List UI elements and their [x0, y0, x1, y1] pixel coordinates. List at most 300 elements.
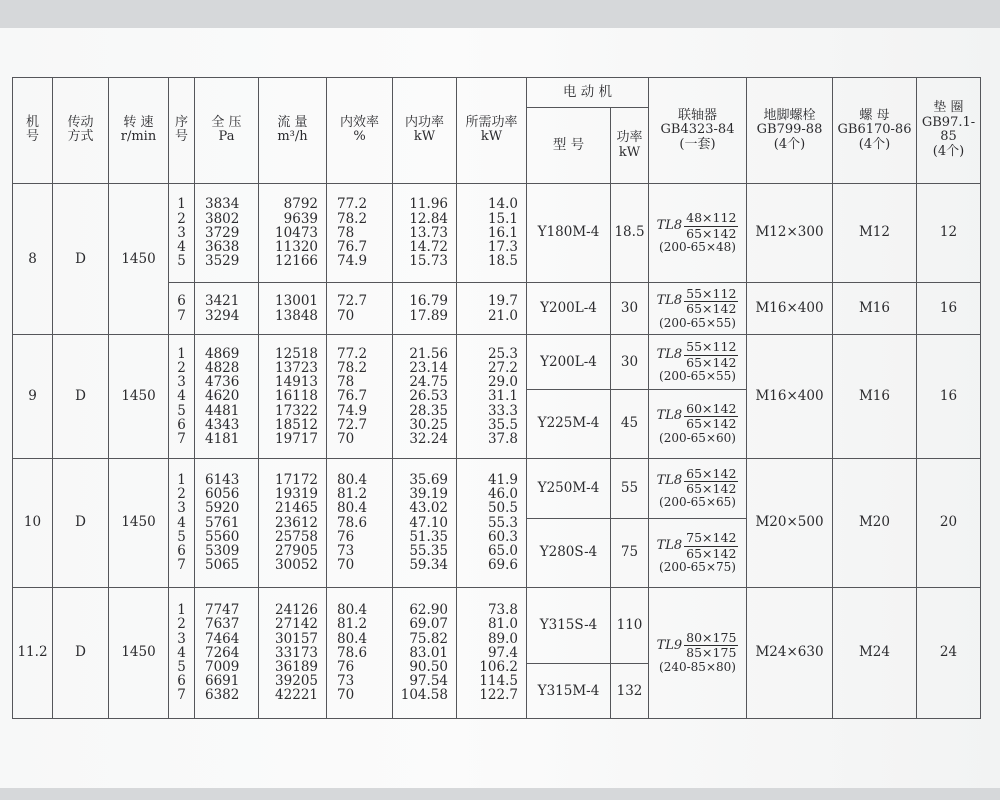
fan-no-cell: 9 [13, 335, 53, 458]
list-value: 12.84 [409, 210, 448, 227]
list-value: 6 [177, 673, 186, 690]
list-value: 7 [177, 430, 186, 447]
list-value: 70 [337, 430, 355, 447]
list-value: 59.34 [409, 557, 448, 574]
list-value: 14913 [275, 374, 318, 391]
list-value: 26.53 [409, 388, 448, 405]
list-value: 31.1 [487, 388, 518, 405]
list-value: 33173 [275, 644, 318, 661]
list-value: 78 [337, 224, 355, 241]
table-row [13, 587, 981, 664]
internal-power-list [393, 603, 456, 702]
list-value: 12518 [275, 345, 318, 362]
bolt-cell: M20×500 [747, 458, 833, 587]
header-motor-model: 型 号 [527, 108, 611, 184]
list-value: 14.0 [487, 196, 518, 213]
list-value: 78.2 [337, 210, 368, 227]
list-value: 81.2 [337, 616, 368, 633]
coupling-code: (200-65×55) [659, 369, 736, 384]
list-value: 62.90 [409, 602, 448, 619]
list-value: 17.89 [409, 307, 448, 324]
speed-cell: 1450 [109, 587, 169, 718]
pressure-list [195, 197, 258, 268]
list-value: 6382 [205, 687, 240, 704]
header-anchor-bolt: 地脚螺栓 GB799-88 (4个) [747, 78, 833, 184]
list-value: 80.4 [337, 602, 368, 619]
list-value: 30.25 [409, 416, 448, 433]
header-speed: 转 速 r/min [109, 78, 169, 184]
coupling-type: TL8 [656, 537, 683, 553]
list-value: 3834 [205, 196, 240, 213]
list-value: 24.75 [409, 374, 448, 391]
list-value: 76 [337, 658, 355, 675]
list-value: 33.3 [487, 402, 518, 419]
list-value: 3529 [205, 253, 240, 270]
list-value: 13848 [275, 307, 318, 324]
coupling-type: TL8 [656, 472, 683, 488]
coupling-spec [649, 531, 746, 575]
list-value: 3802 [205, 210, 240, 227]
list-value: 14.72 [409, 239, 448, 256]
motor-power-cell: 55 [611, 458, 649, 519]
list-value: 97.54 [409, 673, 448, 690]
seq-list [169, 473, 194, 572]
motor-power-cell: 110 [611, 587, 649, 664]
coupling-numerator: 75×142 [686, 530, 737, 546]
list-value: 1 [177, 471, 186, 488]
list-value: 17.3 [487, 239, 518, 256]
list-value: 50.5 [487, 500, 518, 517]
list-value: 51.35 [409, 528, 448, 545]
list-value: 80.4 [337, 471, 368, 488]
list-value: 55.35 [409, 542, 448, 559]
list-value: 16.1 [487, 224, 518, 241]
table-row [13, 458, 981, 519]
list-value: 24126 [275, 602, 318, 619]
list-value: 17172 [275, 471, 318, 488]
list-value: 2 [177, 486, 186, 503]
motor-model-cell: Y200L-4 [527, 335, 611, 390]
list-value: 21.0 [487, 307, 518, 324]
list-value: 3 [177, 630, 186, 647]
drive-cell: D [53, 587, 109, 718]
fan-no-cell: 8 [13, 183, 53, 334]
list-value: 74.9 [337, 402, 368, 419]
header-pressure: 全 压 Pa [195, 78, 259, 184]
motor-power-cell: 30 [611, 335, 649, 390]
coupling-numerator: 55×112 [686, 339, 737, 355]
coupling-numerator: 55×112 [686, 285, 737, 301]
list-value: 89.0 [487, 630, 518, 647]
list-value: 43.02 [409, 500, 448, 517]
coupling-type: TL8 [656, 346, 683, 362]
list-value: 7264 [205, 644, 240, 661]
list-value: 11320 [275, 239, 318, 256]
pressure-list [195, 473, 258, 572]
list-value: 7 [177, 687, 186, 704]
list-value: 15.73 [409, 253, 448, 270]
seq-list [169, 347, 194, 446]
header-fan-no: 机 号 [13, 78, 53, 184]
coupling-type: TL8 [656, 293, 683, 309]
internal-power-list [393, 294, 456, 322]
coupling-cell [649, 519, 747, 588]
pressure-list [195, 294, 258, 322]
motor-power-cell: 45 [611, 389, 649, 458]
list-value: 81.2 [337, 486, 368, 503]
speed-cell: 1450 [109, 335, 169, 458]
list-value: 6056 [205, 486, 240, 503]
coupling-cell [649, 587, 747, 718]
efficiency-list [327, 473, 392, 572]
washer-cell: 20 [917, 458, 981, 587]
drive-cell: D [53, 183, 109, 334]
list-value: 4620 [205, 388, 240, 405]
list-value: 11.96 [409, 196, 448, 213]
list-value: 28.35 [409, 402, 448, 419]
coupling-spec [649, 211, 746, 255]
list-value: 4 [177, 239, 186, 256]
internal-power-list [393, 347, 456, 446]
list-value: 69.6 [487, 557, 518, 574]
list-value: 76.7 [337, 239, 368, 256]
header-drive: 传动 方式 [53, 78, 109, 184]
coupling-type: TL8 [656, 408, 683, 424]
list-value: 72.7 [337, 416, 368, 433]
list-value: 74.9 [337, 253, 368, 270]
coupling-numerator: 80×175 [686, 630, 737, 646]
list-value: 17322 [275, 402, 318, 419]
list-value: 15.1 [487, 210, 518, 227]
list-value: 106.2 [479, 658, 518, 675]
header-washer: 垫 圈 GB97.1-85 (4个) [917, 78, 981, 184]
bolt-cell: M16×400 [747, 335, 833, 458]
internal-power-list [393, 197, 456, 268]
list-value: 3294 [205, 307, 240, 324]
list-value: 4 [177, 388, 186, 405]
list-value: 19319 [275, 486, 318, 503]
list-value: 25758 [275, 528, 318, 545]
list-value: 29.0 [487, 374, 518, 391]
header-coupling: 联轴器 GB4323-84 (一套) [649, 78, 747, 184]
coupling-denominator: 85×175 [686, 645, 737, 661]
list-value: 5309 [205, 542, 240, 559]
header-required-power: 所需功率 kW [457, 78, 527, 184]
list-value: 78.6 [337, 644, 368, 661]
efficiency-list [327, 603, 392, 702]
list-value: 27905 [275, 542, 318, 559]
required-power-list [457, 197, 526, 268]
coupling-spec [649, 631, 746, 675]
list-value: 6 [177, 293, 186, 310]
table-row [13, 335, 981, 390]
fan-spec-table [12, 77, 981, 719]
efficiency-list [327, 347, 392, 446]
speed-cell: 1450 [109, 458, 169, 587]
washer-cell: 24 [917, 587, 981, 718]
list-value: 7 [177, 307, 186, 324]
header-efficiency: 内效率 % [327, 78, 393, 184]
pressure-list [195, 603, 258, 702]
list-value: 4481 [205, 402, 240, 419]
list-value: 77.2 [337, 345, 368, 362]
list-value: 114.5 [479, 673, 518, 690]
coupling-denominator: 65×142 [686, 480, 737, 496]
coupling-spec [649, 340, 746, 384]
list-value: 60.3 [487, 528, 518, 545]
list-value: 5 [177, 528, 186, 545]
header-seq: 序 号 [169, 78, 195, 184]
list-value: 23.14 [409, 359, 448, 376]
list-value: 70 [337, 687, 355, 704]
bolt-cell: M24×630 [747, 587, 833, 718]
seq-list [169, 197, 194, 268]
list-value: 3729 [205, 224, 240, 241]
fan-no-cell: 10 [13, 458, 53, 587]
list-value: 21.56 [409, 345, 448, 362]
list-value: 1 [177, 602, 186, 619]
coupling-code: (200-65×60) [659, 430, 736, 445]
list-value: 21465 [275, 500, 318, 517]
list-value: 19717 [275, 430, 318, 447]
list-value: 2 [177, 616, 186, 633]
coupling-type: TL8 [656, 217, 683, 233]
bolt-cell: M12×300 [747, 183, 833, 282]
list-value: 76.7 [337, 388, 368, 405]
coupling-code: (200-65×55) [659, 315, 736, 330]
list-value: 73.8 [487, 602, 518, 619]
required-power-list [457, 294, 526, 322]
flow-list [259, 294, 326, 322]
coupling-denominator: 65×142 [686, 354, 737, 370]
required-power-list [457, 603, 526, 702]
list-value: 7747 [205, 602, 240, 619]
coupling-numerator: 65×142 [686, 465, 737, 481]
coupling-cell [649, 335, 747, 390]
list-value: 4 [177, 514, 186, 531]
list-value: 6 [177, 416, 186, 433]
list-value: 65.0 [487, 542, 518, 559]
list-value: 7009 [205, 658, 240, 675]
flow-list [259, 473, 326, 572]
list-value: 27.2 [487, 359, 518, 376]
drive-cell: D [53, 458, 109, 587]
list-value: 7 [177, 557, 186, 574]
list-value: 9639 [283, 210, 318, 227]
coupling-cell [649, 183, 747, 282]
motor-power-cell: 75 [611, 519, 649, 588]
fan-no-cell: 11.2 [13, 587, 53, 718]
list-value: 3421 [205, 293, 240, 310]
list-value: 5 [177, 402, 186, 419]
header-flow: 流 量 m³/h [259, 78, 327, 184]
list-value: 81.0 [487, 616, 518, 633]
list-value: 41.9 [487, 471, 518, 488]
list-value: 13.73 [409, 224, 448, 241]
list-value: 78.2 [337, 359, 368, 376]
coupling-denominator: 65×142 [686, 416, 737, 432]
list-value: 70 [337, 307, 355, 324]
list-value: 77.2 [337, 196, 368, 213]
motor-model-cell: Y280S-4 [527, 519, 611, 588]
list-value: 4181 [205, 430, 240, 447]
list-value: 3 [177, 224, 186, 241]
list-value: 2 [177, 210, 186, 227]
motor-model-cell: Y180M-4 [527, 183, 611, 282]
motor-power-cell: 132 [611, 664, 649, 719]
motor-model-cell: Y225M-4 [527, 389, 611, 458]
list-value: 8792 [283, 196, 318, 213]
list-value: 16118 [275, 388, 318, 405]
list-value: 70 [337, 557, 355, 574]
list-value: 75.82 [409, 630, 448, 647]
coupling-type: TL9 [656, 637, 683, 653]
header-motor: 电 动 机 [527, 78, 649, 108]
table-row [13, 183, 981, 282]
coupling-code: (200-65×75) [659, 559, 736, 574]
motor-model-cell: Y250M-4 [527, 458, 611, 519]
list-value: 18.5 [487, 253, 518, 270]
header-internal-power: 内功率 kW [393, 78, 457, 184]
nut-cell: M24 [833, 587, 917, 718]
washer-cell: 16 [917, 282, 981, 334]
list-value: 6143 [205, 471, 240, 488]
list-value: 80.4 [337, 630, 368, 647]
list-value: 97.4 [487, 644, 518, 661]
required-power-list [457, 473, 526, 572]
coupling-code: (240-85×80) [659, 659, 736, 674]
drive-cell: D [53, 335, 109, 458]
list-value: 10473 [275, 224, 318, 241]
nut-cell: M16 [833, 335, 917, 458]
list-value: 6 [177, 542, 186, 559]
seq-list [169, 603, 194, 702]
required-power-list [457, 347, 526, 446]
list-value: 18512 [275, 416, 318, 433]
washer-cell: 12 [917, 183, 981, 282]
list-value: 3 [177, 500, 186, 517]
motor-model-cell: Y200L-4 [527, 282, 611, 334]
coupling-denominator: 65×142 [686, 545, 737, 561]
washer-cell: 16 [917, 335, 981, 458]
list-value: 83.01 [409, 644, 448, 661]
coupling-numerator: 60×142 [686, 400, 737, 416]
flow-list [259, 197, 326, 268]
motor-model-cell: Y315S-4 [527, 587, 611, 664]
coupling-cell [649, 458, 747, 519]
list-value: 25.3 [487, 345, 518, 362]
list-value: 72.7 [337, 293, 368, 310]
list-value: 5920 [205, 500, 240, 517]
coupling-numerator: 48×112 [686, 210, 737, 226]
list-value: 78.6 [337, 514, 368, 531]
list-value: 37.8 [487, 430, 518, 447]
efficiency-list [327, 294, 392, 322]
coupling-cell [649, 389, 747, 458]
list-value: 47.10 [409, 514, 448, 531]
coupling-spec [649, 287, 746, 331]
list-value: 30157 [275, 630, 318, 647]
list-value: 5761 [205, 514, 240, 531]
list-value: 32.24 [409, 430, 448, 447]
list-value: 13001 [275, 293, 318, 310]
list-value: 5065 [205, 557, 240, 574]
list-value: 23612 [275, 514, 318, 531]
header-motor-power: 功率 kW [611, 108, 649, 184]
header-nut: 螺 母 GB6170-86 (4个) [833, 78, 917, 184]
list-value: 42221 [275, 687, 318, 704]
list-value: 78 [337, 374, 355, 391]
coupling-code: (200-65×65) [659, 495, 736, 510]
list-value: 6691 [205, 673, 240, 690]
list-value: 27142 [275, 616, 318, 633]
list-value: 19.7 [487, 293, 518, 310]
list-value: 122.7 [479, 687, 518, 704]
list-value: 3 [177, 374, 186, 391]
list-value: 90.50 [409, 658, 448, 675]
list-value: 4869 [205, 345, 240, 362]
list-value: 46.0 [487, 486, 518, 503]
list-value: 1 [177, 196, 186, 213]
list-value: 73 [337, 542, 355, 559]
nut-cell: M20 [833, 458, 917, 587]
list-value: 1 [177, 345, 186, 362]
nut-cell: M12 [833, 183, 917, 282]
motor-model-cell: Y315M-4 [527, 664, 611, 719]
nut-cell: M16 [833, 282, 917, 334]
list-value: 39205 [275, 673, 318, 690]
list-value: 5 [177, 253, 186, 270]
efficiency-list [327, 197, 392, 268]
coupling-denominator: 65×142 [686, 301, 737, 317]
list-value: 35.69 [409, 471, 448, 488]
list-value: 13723 [275, 359, 318, 376]
coupling-cell [649, 282, 747, 334]
list-value: 4736 [205, 374, 240, 391]
flow-list [259, 347, 326, 446]
bolt-cell: M16×400 [747, 282, 833, 334]
list-value: 4343 [205, 416, 240, 433]
pressure-list [195, 347, 258, 446]
list-value: 7464 [205, 630, 240, 647]
list-value: 36189 [275, 658, 318, 675]
flow-list [259, 603, 326, 702]
list-value: 35.5 [487, 416, 518, 433]
list-value: 16.79 [409, 293, 448, 310]
list-value: 2 [177, 359, 186, 376]
motor-power-cell: 18.5 [611, 183, 649, 282]
motor-power-cell: 30 [611, 282, 649, 334]
list-value: 69.07 [409, 616, 448, 633]
list-value: 104.58 [400, 687, 448, 704]
coupling-spec [649, 402, 746, 446]
list-value: 73 [337, 673, 355, 690]
list-value: 30052 [275, 557, 318, 574]
internal-power-list [393, 473, 456, 572]
coupling-spec [649, 467, 746, 511]
list-value: 4828 [205, 359, 240, 376]
list-value: 39.19 [409, 486, 448, 503]
list-value: 4 [177, 644, 186, 661]
coupling-denominator: 65×142 [686, 225, 737, 241]
coupling-code: (200-65×48) [659, 239, 736, 254]
list-value: 5 [177, 658, 186, 675]
speed-cell: 1450 [109, 183, 169, 334]
list-value: 5560 [205, 528, 240, 545]
list-value: 80.4 [337, 500, 368, 517]
list-value: 12166 [275, 253, 318, 270]
list-value: 7637 [205, 616, 240, 633]
